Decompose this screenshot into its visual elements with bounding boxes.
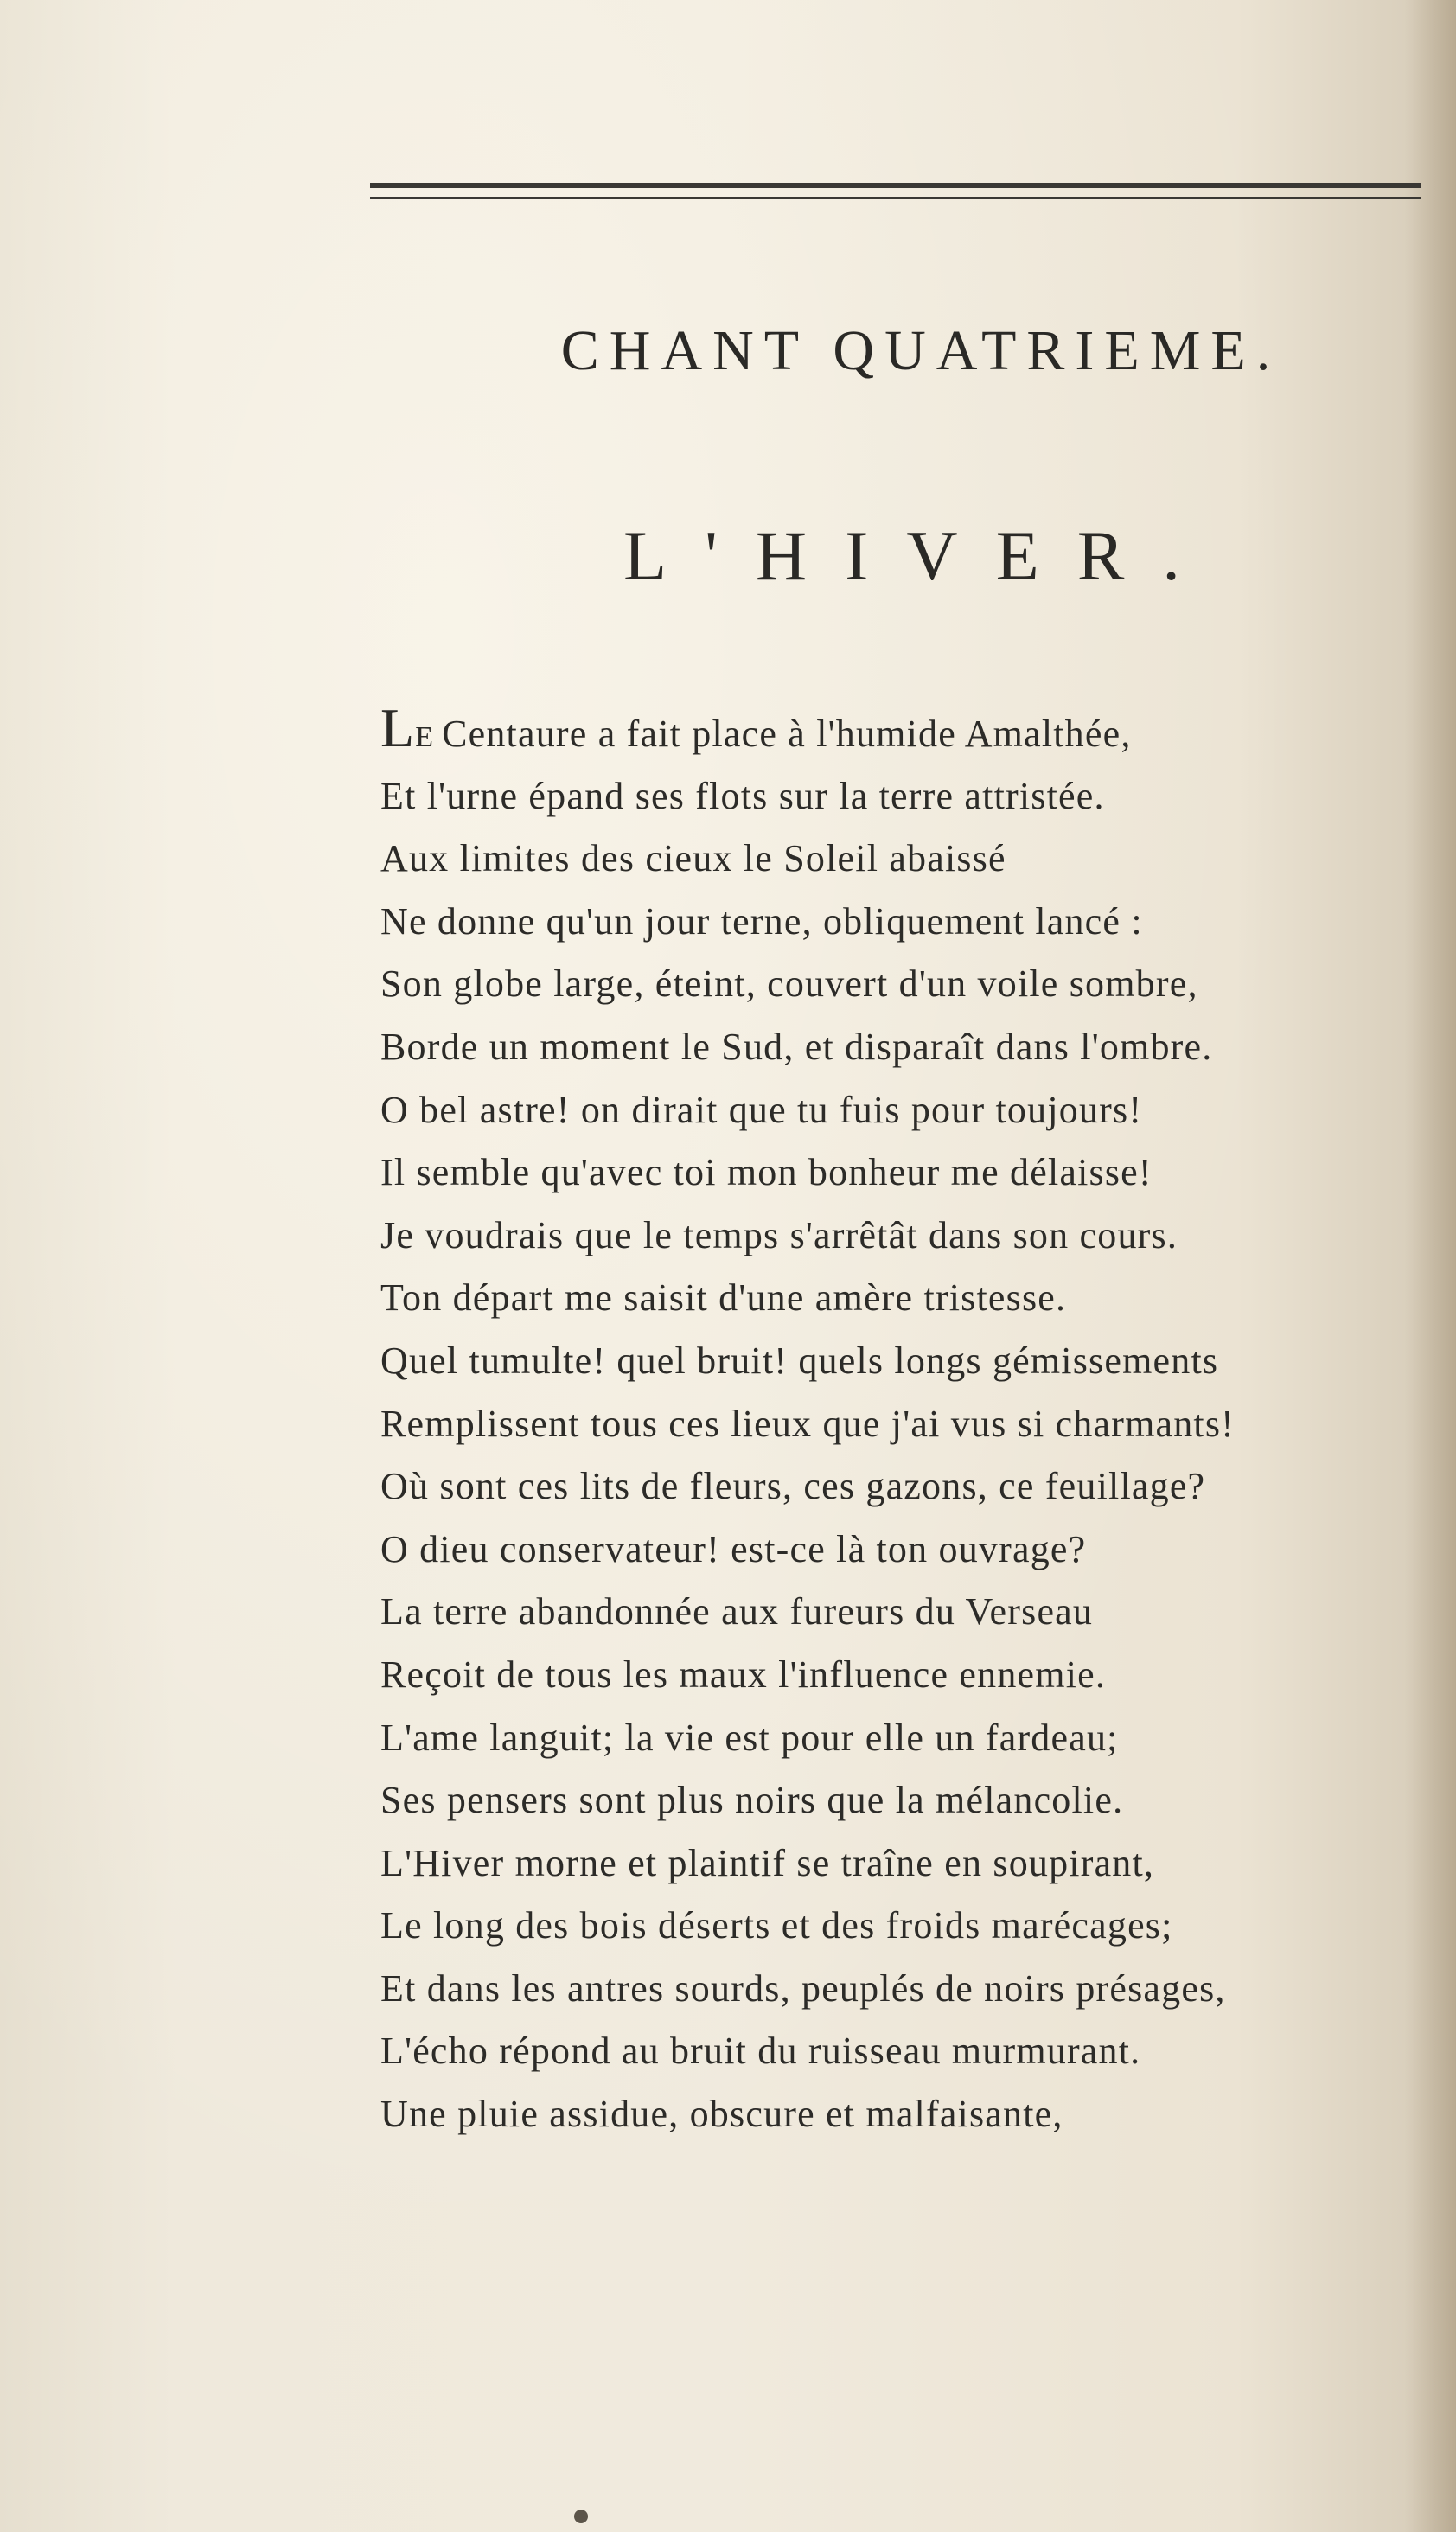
verse-line: Je voudrais que le temps s'arrêtât dans son cours. xyxy=(380,1213,1178,1256)
verse-line: Et l'urne épand ses flots sur la terre attristée. xyxy=(380,774,1105,817)
drop-initial: L xyxy=(380,697,416,758)
verse-line: Où sont ces lits de fleurs, ces gazons, ce feuillage? xyxy=(380,1465,1206,1508)
verse-line: O dieu conservateur! est-ce là ton ouvrage? xyxy=(380,1527,1087,1570)
verse-line: Ton départ me saisit d'une amère tristesse. xyxy=(380,1276,1067,1320)
header-rule-thin xyxy=(370,197,1421,199)
small-caps-letter: E xyxy=(415,721,436,753)
chant-title: CHANT QUATRIEME. xyxy=(560,319,1281,382)
verse-line: Ne donne qu'un jour terne, obliquement lancé : xyxy=(380,899,1143,943)
section-title: L'HIVER. xyxy=(623,516,1218,595)
verse-line: Le long des bois déserts et des froids marécages; xyxy=(380,1904,1173,1947)
verse-line: Son globe large, éteint, couvert d'un voile sombre, xyxy=(380,962,1198,1006)
verse-line: Et dans les antres sourds, peuplés de noirs présages, xyxy=(380,1966,1226,2010)
header-rule-thick xyxy=(370,183,1421,188)
verse-line: O bel astre! on dirait que tu fuis pour toujours! xyxy=(380,1088,1143,1131)
poem-body xyxy=(380,697,1444,2146)
verse-line: Remplissent tous ces lieux que j'ai vus si charmants! xyxy=(380,1402,1236,1445)
verse-line: Ses pensers sont plus noirs que la mélancolie. xyxy=(380,1779,1124,1822)
verse-line: L'écho répond au bruit du ruisseau murmurant. xyxy=(380,2030,1141,2073)
verse-line: L'Hiver morne et plaintif se traîne en soupirant, xyxy=(380,1841,1155,1884)
verse-line: Une pluie assidue, obscure et malfaisante, xyxy=(380,2093,1063,2136)
verse-line: Reçoit de tous les maux l'influence ennemie. xyxy=(380,1653,1107,1696)
ink-speck xyxy=(574,2510,588,2523)
verse-line: L'ame languit; la vie est pour elle un fardeau; xyxy=(380,1716,1119,1759)
verse-line: Aux limites des cieux le Soleil abaissé xyxy=(380,837,1006,880)
verse-line: Quel tumulte! quel bruit! quels longs gémissements xyxy=(380,1339,1219,1382)
verse-line: Il semble qu'avec toi mon bonheur me délaisse! xyxy=(380,1151,1153,1194)
verse-line: Borde un moment le Sud, et disparaît dans l'ombre. xyxy=(380,1025,1213,1068)
verse-line-1-text: Centaure a fait place à l'humide Amalthée, xyxy=(442,713,1132,755)
verse-line: La terre abandonnée aux fureurs du Verseau xyxy=(380,1590,1094,1634)
verse-line-1 xyxy=(380,697,1444,765)
